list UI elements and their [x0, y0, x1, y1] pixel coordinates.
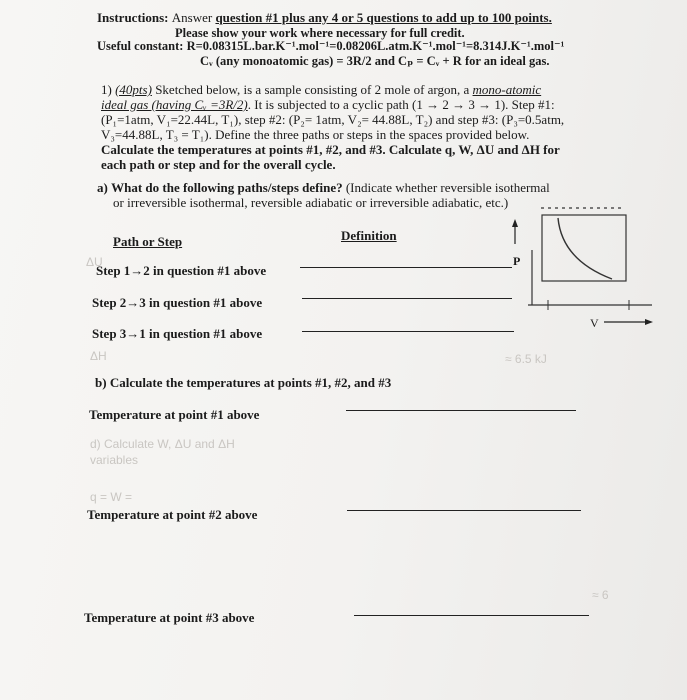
- part-a-question-line2: or irreversible isothermal, reversible adiabatic or irreversible adiabatic, etc.): [113, 195, 509, 210]
- step-1-2-label: Step 1→2 in question #1 above: [96, 263, 267, 278]
- q1-line-5: Calculate the temperatures at points #1, #2, and #3. Calculate q, W, ΔU and ΔH for: [101, 142, 560, 157]
- q1-line2-text: . It is subjected to a cyclic path (1 → 2 → 3 → 1). Step #1:: [247, 97, 555, 112]
- temp-point-1-answer-line[interactable]: [346, 410, 576, 411]
- instructions-label: Instructions:: [97, 10, 169, 25]
- step-3-1-label: Step 3→1 in question #1 above: [92, 326, 263, 341]
- pv-curve: [558, 218, 612, 279]
- temp-point-2-label: Temperature at point #2 above: [87, 507, 258, 522]
- bleed-mark: ≈ 6.5 kJ: [505, 352, 547, 366]
- useful-constant-line: Useful constant: R=0.08315L.bar.K⁻¹.mol⁻¹=0.08206L.atm.K⁻¹.mol⁻¹=8.314J.K⁻¹.mol⁻¹: [97, 39, 565, 53]
- col-path-or-step: Path or Step: [113, 234, 183, 249]
- bleed-mark: variables: [90, 453, 139, 467]
- p-axis-label: P: [513, 254, 521, 268]
- q1-mono-atomic: mono-atomic: [472, 82, 542, 97]
- instructions-pre: Answer: [171, 10, 216, 25]
- p-axis-arrowhead: [512, 219, 518, 227]
- col-definition: Definition: [341, 228, 397, 243]
- bleed-mark: ≈ 6: [592, 588, 609, 602]
- part-a-question-bold: What do the following paths/steps define?: [111, 180, 343, 195]
- pv-box: [542, 215, 626, 281]
- q1-line-3: (P₁=1atm, V₁=22.44L, T₁), step #2: (P₂= 1atm, V₂= 44.88L, T₂) and step #3: (P₃=0.5atm,: [101, 112, 565, 127]
- temp-point-3-label: Temperature at point #3 above: [84, 610, 255, 625]
- temp-point-1-label: Temperature at point #1 above: [89, 407, 260, 422]
- step-2-3-label: Step 2→3 in question #1 above: [92, 295, 263, 310]
- v-axis-label: V: [590, 316, 599, 330]
- q1-points: (40pts): [115, 82, 152, 97]
- q1-ideal-gas: ideal gas (having Cᵥ =3R/2): [101, 97, 248, 112]
- q1-number: 1): [101, 82, 116, 97]
- temp-point-2-answer-line[interactable]: [347, 510, 581, 511]
- part-b-label: b): [95, 375, 107, 390]
- bleed-mark: d) Calculate W, ΔU and ΔH: [90, 437, 235, 451]
- cv-line: Cᵥ (any monoatomic gas) = 3R/2 and Cₚ = Cᵥ + R for an ideal gas.: [200, 54, 550, 68]
- part-a-label: a): [97, 180, 108, 195]
- part-b-question-text: Calculate the temperatures at points #1, #2, and #3: [109, 375, 392, 390]
- part-b-question: [95, 375, 391, 390]
- temp-point-3-answer-line[interactable]: [354, 615, 589, 616]
- bleed-mark: q = W =: [90, 490, 133, 504]
- q1-line-4: V₃=44.88L, T₃ = T₁). Define the three paths or steps in the spaces provided below.: [101, 127, 530, 142]
- bleed-mark: ΔH: [90, 349, 107, 363]
- part-a-question-rest: (Indicate whether reversible isothermal: [342, 180, 550, 195]
- show-work-line: Please show your work where necessary for full credit.: [175, 26, 465, 40]
- bleed-mark: ΔU: [86, 255, 103, 269]
- v-axis-arrowhead: [645, 319, 653, 325]
- q1-line1-text: Sketched below, is a sample consisting of 2 mole of argon, a: [151, 82, 473, 97]
- instructions-underlined: question #1 plus any 4 or 5 questions to add up to 100 points.: [215, 10, 552, 25]
- q1-line-6: each path or step and for the overall cycle.: [101, 157, 336, 172]
